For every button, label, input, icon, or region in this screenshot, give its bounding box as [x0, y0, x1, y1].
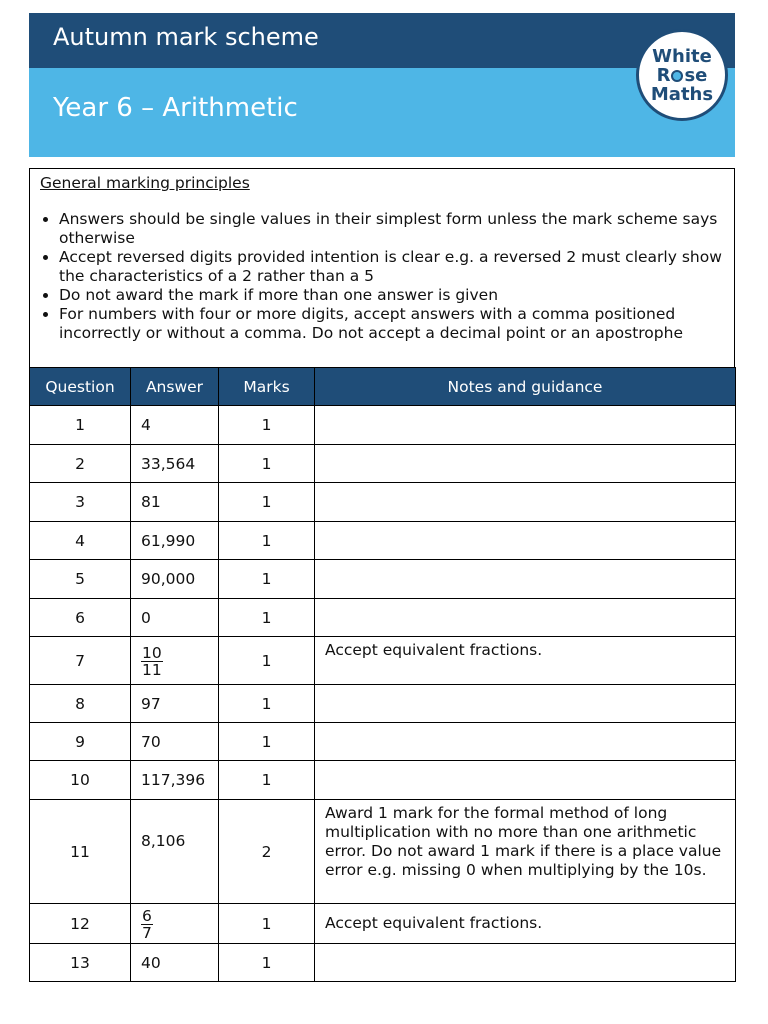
notes-cell [315, 944, 736, 982]
table-row [30, 723, 736, 761]
header-title: Autumn mark scheme [53, 23, 319, 51]
logo-line-2: R se [656, 64, 708, 86]
notes-cell: Award 1 mark for the formal method of long multiplication with no more than one arithmetic error. Do not award 1 mark if there is a place value error e.g. missing 0 when multiplying by the 10s. [315, 800, 736, 904]
fraction [141, 645, 163, 678]
notes-cell [315, 560, 736, 599]
marks-cell: 1 [219, 944, 315, 982]
fraction [141, 908, 153, 941]
header-bar [29, 13, 735, 68]
question-cell: 11 [30, 800, 131, 904]
marks-cell: 1 [219, 761, 315, 800]
answer-cell: 4 [131, 406, 219, 445]
question-cell: 10 [30, 761, 131, 800]
marking-principles-box [29, 168, 735, 367]
question-cell: 3 [30, 483, 131, 522]
marks-cell: 1 [219, 406, 315, 445]
answer-cell: 81 [131, 483, 219, 522]
marks-cell: 1 [219, 637, 315, 685]
marks-cell: 1 [219, 723, 315, 761]
table-header-row [30, 368, 736, 406]
notes-cell [315, 685, 736, 723]
principle-item: • Do not award the mark if more than one answer is given [59, 286, 724, 305]
marks-cell: 1 [219, 522, 315, 560]
white-rose-maths-logo [636, 29, 728, 121]
notes-cell [315, 599, 736, 637]
marks-cell: 1 [219, 685, 315, 723]
question-cell: 6 [30, 599, 131, 637]
fraction-numerator: 10 [142, 643, 162, 662]
notes-cell [315, 406, 736, 445]
notes-cell [315, 761, 736, 800]
principle-item: • Answers should be single values in their simplest form unless the mark scheme says otherwise [59, 210, 724, 248]
question-cell: 13 [30, 944, 131, 982]
header-question: Question [30, 368, 131, 406]
question-cell: 7 [30, 637, 131, 685]
answer-cell: 8,106 [131, 800, 219, 904]
question-cell: 9 [30, 723, 131, 761]
table-row [30, 406, 736, 445]
marks-cell: 1 [219, 560, 315, 599]
answer-cell: 40 [131, 944, 219, 982]
table-row [30, 944, 736, 982]
header-marks: Marks [219, 368, 315, 406]
question-cell: 1 [30, 406, 131, 445]
table-row [30, 599, 736, 637]
question-cell: 4 [30, 522, 131, 560]
principle-item: • Accept reversed digits provided intention is clear e.g. a reversed 2 must clearly show the characteristics of a 2 rather than a 5 [59, 248, 724, 286]
marks-cell: 1 [219, 445, 315, 483]
principles-list [40, 210, 724, 343]
principles-title: General marking principles [40, 174, 250, 192]
logo-line-3: Maths [650, 83, 714, 105]
fraction-numerator: 6 [142, 906, 152, 925]
answer-cell: 33,564 [131, 445, 219, 483]
question-cell: 5 [30, 560, 131, 599]
notes-cell [315, 445, 736, 483]
answer-cell: 0 [131, 599, 219, 637]
answer-cell: 117,396 [131, 761, 219, 800]
principle-item: • For numbers with four or more digits, accept answers with a comma positioned incorrectly or without a comma. Do not accept a decimal point or an apostrophe [59, 305, 724, 343]
fraction-denominator: 11 [142, 660, 162, 679]
rose-icon [671, 70, 683, 82]
answer-cell: 90,000 [131, 560, 219, 599]
fraction-denominator: 7 [142, 923, 152, 942]
table-row [30, 522, 736, 560]
marks-cell: 2 [219, 800, 315, 904]
header-notes: Notes and guidance [315, 368, 736, 406]
answer-cell: 70 [131, 723, 219, 761]
notes-cell [315, 522, 736, 560]
notes-cell [315, 483, 736, 522]
table-row [30, 637, 736, 685]
answer-cell [131, 637, 219, 685]
mark-scheme-table [29, 367, 736, 982]
marks-cell: 1 [219, 483, 315, 522]
logo-line-1: White [652, 45, 712, 67]
answer-cell [131, 904, 219, 944]
question-cell: 12 [30, 904, 131, 944]
table-row [30, 445, 736, 483]
answer-cell: 61,990 [131, 522, 219, 560]
notes-cell [315, 723, 736, 761]
notes-cell: Accept equivalent fractions. [315, 904, 736, 944]
question-cell: 8 [30, 685, 131, 723]
subheader-bar [29, 64, 735, 157]
table-row [30, 685, 736, 723]
table-row [30, 560, 736, 599]
marks-cell: 1 [219, 904, 315, 944]
notes-cell: Accept equivalent fractions. [315, 637, 736, 685]
table-row [30, 904, 736, 944]
page-title: Year 6 – Arithmetic [53, 93, 298, 123]
table-row [30, 800, 736, 904]
answer-cell: 97 [131, 685, 219, 723]
table-row [30, 761, 736, 800]
table-row [30, 483, 736, 522]
header-answer: Answer [131, 368, 219, 406]
marks-cell: 1 [219, 599, 315, 637]
question-cell: 2 [30, 445, 131, 483]
